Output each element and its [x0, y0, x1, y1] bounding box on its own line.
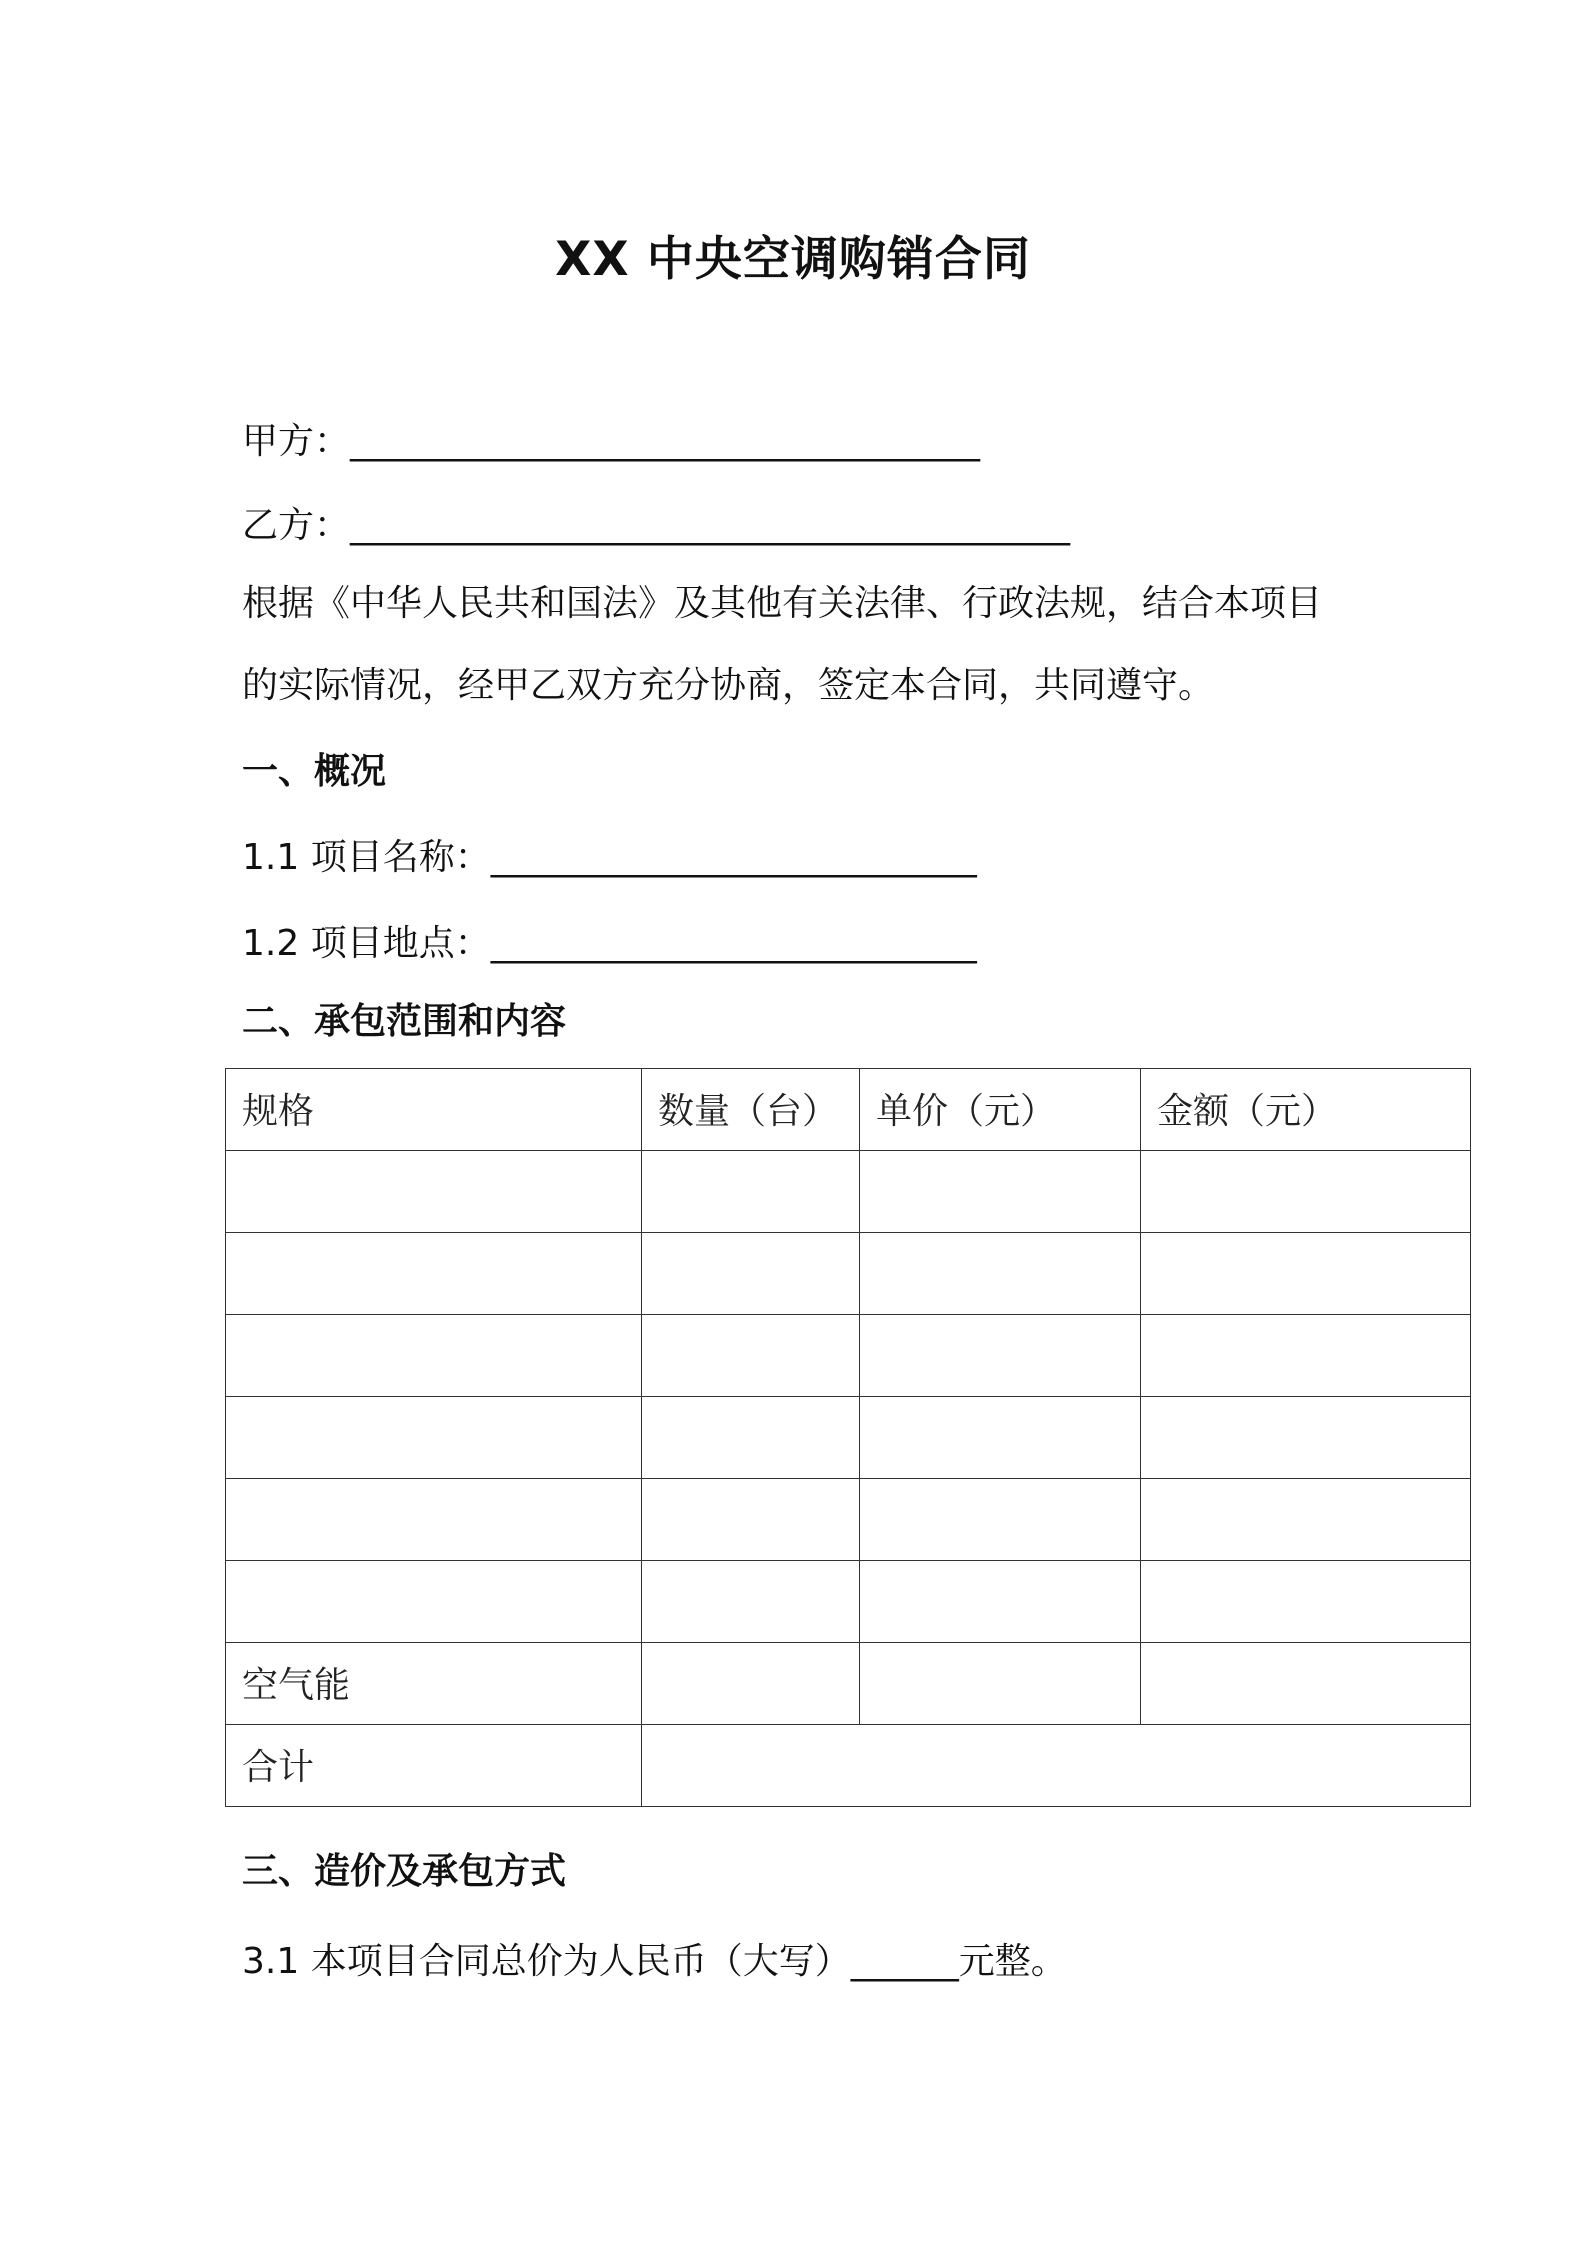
- table-cell: [642, 1561, 860, 1643]
- document-title: XX 中央空调购销合同: [555, 232, 1031, 287]
- table-cell: 空气能: [226, 1643, 642, 1725]
- total-value-cell: [642, 1725, 1471, 1807]
- table-cell: [642, 1643, 860, 1725]
- table-cell: [860, 1315, 1141, 1397]
- table-header-cell: 规格: [226, 1069, 642, 1151]
- table-row: [226, 1643, 1471, 1725]
- table-cell: [860, 1479, 1141, 1561]
- table-cell: [860, 1151, 1141, 1233]
- table-header-cell: 单价（元）: [860, 1069, 1141, 1151]
- party-b-line: [242, 504, 1070, 548]
- party-b-blank: ________________________________________: [350, 505, 1071, 546]
- project-name-label: 1.1 项目名称：: [242, 837, 491, 878]
- section-3-heading: 三、造价及承包方式: [242, 1851, 567, 1892]
- table-row: [226, 1479, 1471, 1561]
- table-cell: [226, 1151, 642, 1233]
- table-cell: [1141, 1315, 1471, 1397]
- table-row: [226, 1561, 1471, 1643]
- table-cell: [642, 1397, 860, 1479]
- table-cell: [226, 1397, 642, 1479]
- table-cell: [1141, 1151, 1471, 1233]
- table-row: [226, 1151, 1471, 1233]
- table-cell: [1141, 1479, 1471, 1561]
- table-cell: [1141, 1397, 1471, 1479]
- table-cell: [642, 1233, 860, 1315]
- party-a-line: [242, 420, 980, 464]
- clause-3-1-prefix: 3.1 本项目合同总价为人民币（大写）: [242, 1941, 851, 1982]
- intro-line-1: 根据《中华人民共和国法》及其他有关法律、行政法规，结合本项目: [242, 583, 1323, 624]
- party-a-label: 甲方：: [242, 421, 351, 462]
- project-location-line: [242, 922, 977, 966]
- table-header-cell: 金额（元）: [1141, 1069, 1471, 1151]
- clause-3-1-suffix: 元整。: [958, 1941, 1067, 1982]
- project-name-blank: ___________________________: [490, 837, 977, 878]
- table-cell: [642, 1151, 860, 1233]
- table-cell: [860, 1397, 1141, 1479]
- table-total-row: [226, 1725, 1471, 1807]
- clause-3-1-line: [242, 1940, 1067, 1984]
- project-location-label: 1.2 项目地点：: [242, 923, 491, 964]
- table-row: [226, 1397, 1471, 1479]
- party-a-blank: ___________________________________: [350, 421, 981, 462]
- table-cell: [1141, 1561, 1471, 1643]
- table-header-cell: 数量（台）: [642, 1069, 860, 1151]
- table-row: [226, 1233, 1471, 1315]
- project-location-blank: ___________________________: [490, 923, 977, 964]
- scope-table: [225, 1068, 1471, 1807]
- table-cell: [860, 1643, 1141, 1725]
- intro-line-2: 的实际情况，经甲乙双方充分协商，签定本合同，共同遵守。: [242, 665, 1215, 706]
- table-cell: [226, 1561, 642, 1643]
- table-row: [226, 1315, 1471, 1397]
- table-cell: [226, 1479, 642, 1561]
- total-label-cell: 合计: [226, 1725, 642, 1807]
- section-1-heading: 一、概况: [242, 751, 387, 792]
- project-name-line: [242, 836, 977, 880]
- party-b-label: 乙方：: [242, 505, 351, 546]
- clause-3-1-blank: ______: [850, 1941, 959, 1982]
- table-cell: [226, 1315, 642, 1397]
- table-cell: [226, 1233, 642, 1315]
- table-cell: [860, 1233, 1141, 1315]
- table-cell: [642, 1479, 860, 1561]
- table-cell: [642, 1315, 860, 1397]
- table-cell: [1141, 1233, 1471, 1315]
- table-cell: [1141, 1643, 1471, 1725]
- table-cell: [860, 1561, 1141, 1643]
- section-2-heading: 二、承包范围和内容: [242, 1001, 567, 1042]
- table-header-row: [226, 1069, 1471, 1151]
